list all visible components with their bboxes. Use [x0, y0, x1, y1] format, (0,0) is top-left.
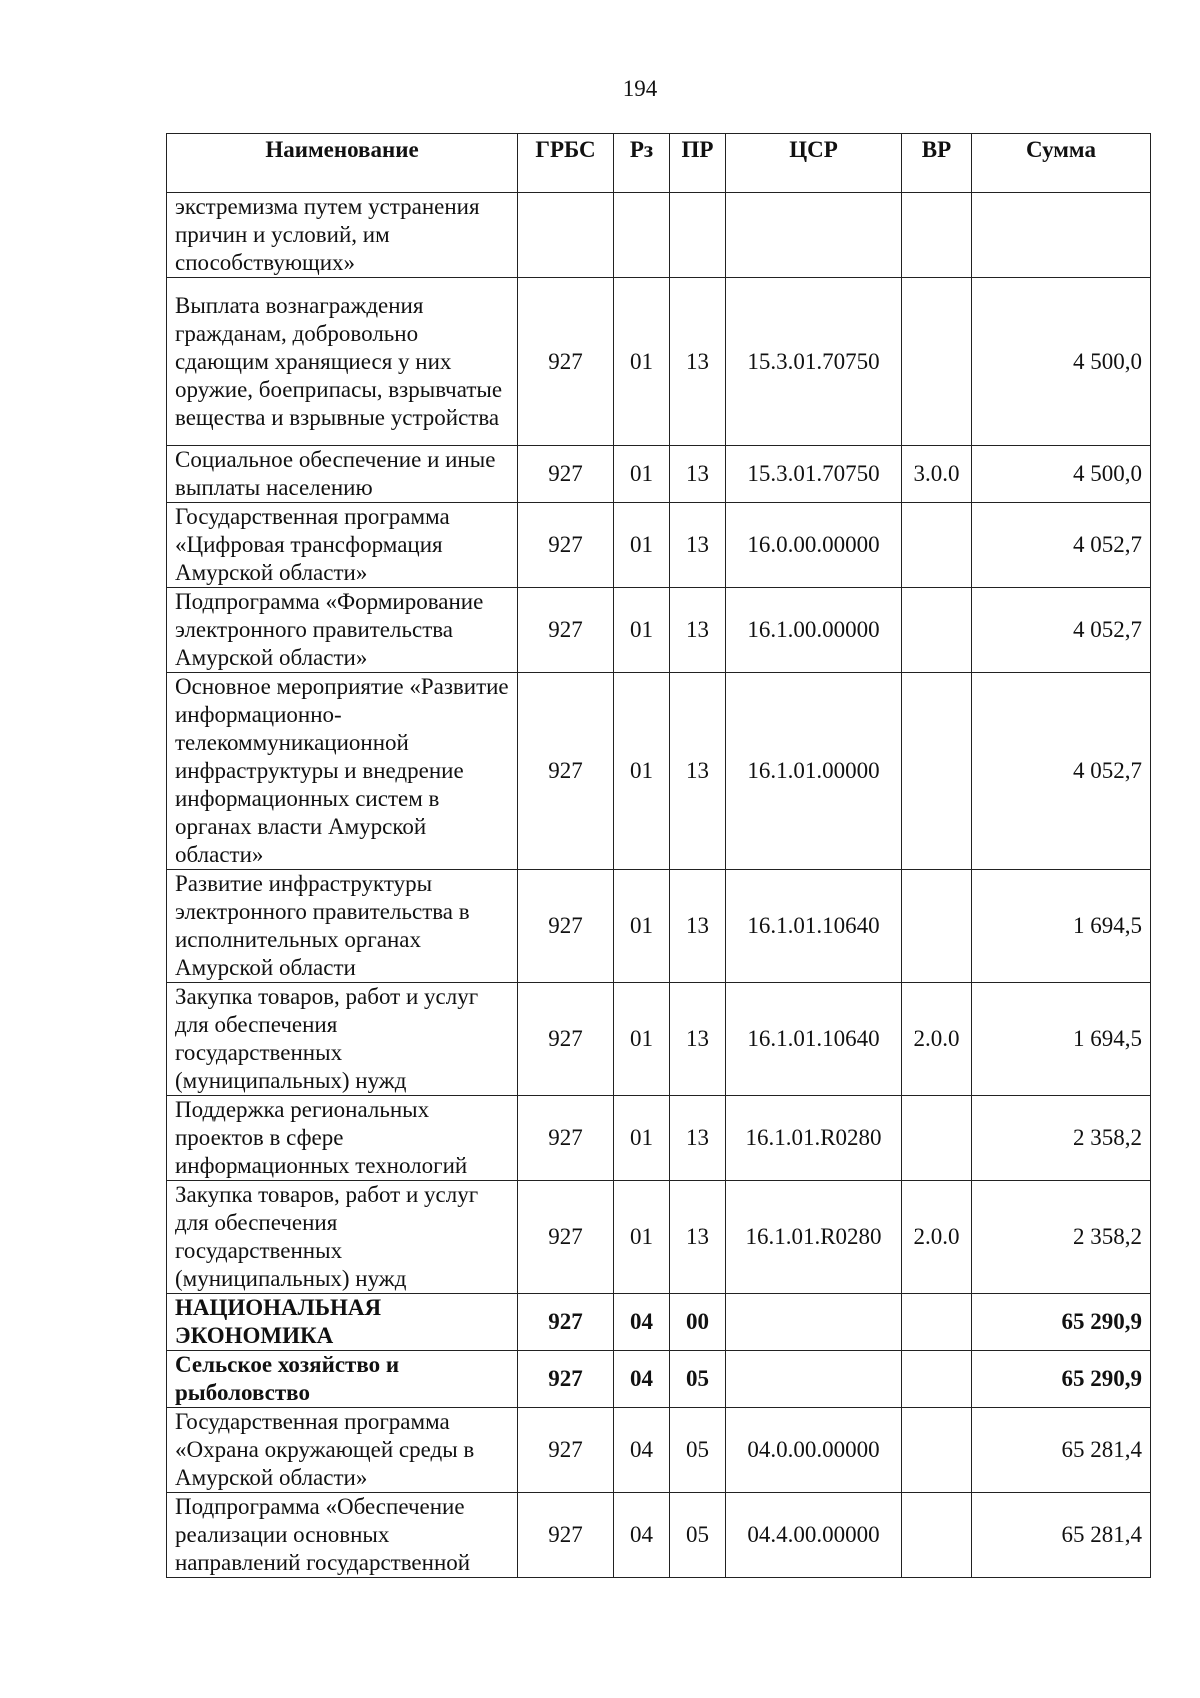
- row-rz: 01: [614, 1181, 670, 1294]
- row-csr: 16.1.01.10640: [726, 870, 902, 983]
- row-sum: 4 500,0: [972, 446, 1151, 503]
- row-csr: 16.1.00.00000: [726, 588, 902, 673]
- row-csr: [726, 193, 902, 278]
- row-pr: [670, 193, 726, 278]
- budget-table: [166, 133, 1151, 1578]
- row-vr: [902, 1096, 972, 1181]
- row-grbs: 927: [518, 503, 614, 588]
- table-row: [167, 503, 1151, 588]
- row-pr: 13: [670, 870, 726, 983]
- row-name: Развитие инфраструктуры электронного правительства в исполнительных органах Амурской области: [167, 870, 518, 983]
- row-vr: [902, 673, 972, 870]
- row-pr: 13: [670, 673, 726, 870]
- row-pr: 13: [670, 1181, 726, 1294]
- row-name: Государственная программа «Цифровая трансформация Амурской области»: [167, 503, 518, 588]
- table-row: [167, 870, 1151, 983]
- row-rz: 04: [614, 1493, 670, 1578]
- row-csr: [726, 1351, 902, 1408]
- row-pr: 05: [670, 1351, 726, 1408]
- row-pr: 00: [670, 1294, 726, 1351]
- row-rz: 01: [614, 673, 670, 870]
- row-sum: 65 290,9: [972, 1351, 1151, 1408]
- row-csr: 04.4.00.00000: [726, 1493, 902, 1578]
- row-rz: 01: [614, 446, 670, 503]
- row-vr: [902, 1493, 972, 1578]
- row-pr: 05: [670, 1493, 726, 1578]
- row-sum: 1 694,5: [972, 870, 1151, 983]
- row-vr: 2.0.0: [902, 983, 972, 1096]
- row-vr: [902, 588, 972, 673]
- row-pr: 13: [670, 446, 726, 503]
- row-vr: [902, 193, 972, 278]
- row-vr: [902, 1351, 972, 1408]
- row-rz: 01: [614, 503, 670, 588]
- row-sum: 65 290,9: [972, 1294, 1151, 1351]
- table-row: [167, 1096, 1151, 1181]
- row-name: Подпрограмма «Формирование электронного правительства Амурской области»: [167, 588, 518, 673]
- row-grbs: [518, 193, 614, 278]
- row-pr: 13: [670, 1096, 726, 1181]
- row-name: Закупка товаров, работ и услуг для обеспечения государственных (муниципальных) нужд: [167, 1181, 518, 1294]
- row-vr: 3.0.0: [902, 446, 972, 503]
- column-header-grbs: ГРБС: [518, 134, 614, 193]
- row-csr: 15.3.01.70750: [726, 446, 902, 503]
- row-rz: 01: [614, 870, 670, 983]
- row-csr: 15.3.01.70750: [726, 278, 902, 446]
- row-vr: [902, 870, 972, 983]
- table-row: [167, 673, 1151, 870]
- row-name: Социальное обеспечение и иные выплаты населению: [167, 446, 518, 503]
- row-grbs: 927: [518, 1294, 614, 1351]
- row-rz: [614, 193, 670, 278]
- row-pr: 13: [670, 278, 726, 446]
- row-grbs: 927: [518, 1096, 614, 1181]
- row-vr: [902, 278, 972, 446]
- table-row: [167, 588, 1151, 673]
- row-name: Сельское хозяйство и рыболовство: [167, 1351, 518, 1408]
- row-vr: [902, 1408, 972, 1493]
- row-rz: 01: [614, 1096, 670, 1181]
- row-sum: 65 281,4: [972, 1493, 1151, 1578]
- row-name: Выплата вознаграждения гражданам, добровольно сдающим хранящиеся у них оружие, боеприпасы, взрывчатые вещества и взрывные устройства: [167, 278, 518, 446]
- row-csr: 04.0.00.00000: [726, 1408, 902, 1493]
- row-sum: 2 358,2: [972, 1096, 1151, 1181]
- table-row: [167, 278, 1151, 446]
- row-grbs: 927: [518, 588, 614, 673]
- column-header-rz: Рз: [614, 134, 670, 193]
- row-sum: 4 052,7: [972, 588, 1151, 673]
- row-sum: 4 052,7: [972, 673, 1151, 870]
- row-rz: 04: [614, 1408, 670, 1493]
- table-row: [167, 1181, 1151, 1294]
- row-csr: 16.0.00.00000: [726, 503, 902, 588]
- table-row: [167, 1408, 1151, 1493]
- column-header-name: Наименование: [167, 134, 518, 193]
- row-rz: 01: [614, 278, 670, 446]
- column-header-csr: ЦСР: [726, 134, 902, 193]
- table-row: [167, 983, 1151, 1096]
- row-rz: 04: [614, 1294, 670, 1351]
- row-rz: 01: [614, 983, 670, 1096]
- row-csr: 16.1.01.00000: [726, 673, 902, 870]
- row-name: Подпрограмма «Обеспечение реализации основных направлений государственной: [167, 1493, 518, 1578]
- table-row: [167, 1493, 1151, 1578]
- row-grbs: 927: [518, 446, 614, 503]
- table-row: [167, 1351, 1151, 1408]
- table-header-row: [167, 134, 1151, 193]
- row-csr: 16.1.01.R0280: [726, 1181, 902, 1294]
- table-row: [167, 446, 1151, 503]
- table-row: [167, 193, 1151, 278]
- row-sum: 65 281,4: [972, 1408, 1151, 1493]
- row-name: НАЦИОНАЛЬНАЯ ЭКОНОМИКА: [167, 1294, 518, 1351]
- row-grbs: 927: [518, 278, 614, 446]
- row-pr: 05: [670, 1408, 726, 1493]
- row-rz: 04: [614, 1351, 670, 1408]
- row-grbs: 927: [518, 673, 614, 870]
- row-csr: 16.1.01.10640: [726, 983, 902, 1096]
- row-grbs: 927: [518, 1181, 614, 1294]
- row-pr: 13: [670, 503, 726, 588]
- row-sum: 2 358,2: [972, 1181, 1151, 1294]
- row-sum: 4 052,7: [972, 503, 1151, 588]
- row-sum: [972, 193, 1151, 278]
- row-sum: 4 500,0: [972, 278, 1151, 446]
- column-header-pr: ПР: [670, 134, 726, 193]
- column-header-vr: ВР: [902, 134, 972, 193]
- row-grbs: 927: [518, 1493, 614, 1578]
- row-grbs: 927: [518, 1351, 614, 1408]
- row-vr: 2.0.0: [902, 1181, 972, 1294]
- row-rz: 01: [614, 588, 670, 673]
- row-name: Государственная программа «Охрана окружающей среды в Амурской области»: [167, 1408, 518, 1493]
- row-grbs: 927: [518, 1408, 614, 1493]
- row-csr: [726, 1294, 902, 1351]
- page-number: 194: [622, 76, 658, 101]
- row-name: Поддержка региональных проектов в сфере информационных технологий: [167, 1096, 518, 1181]
- row-name: экстремизма путем устранения причин и условий, им способствующих»: [167, 193, 518, 278]
- row-vr: [902, 1294, 972, 1351]
- table-row: [167, 1294, 1151, 1351]
- row-name: Основное мероприятие «Развитие информационно-телекоммуникационной инфраструктуры и внедрение информационных систем в органах власти Амурской области»: [167, 673, 518, 870]
- row-grbs: 927: [518, 870, 614, 983]
- column-header-sum: Сумма: [972, 134, 1151, 193]
- row-csr: 16.1.01.R0280: [726, 1096, 902, 1181]
- row-sum: 1 694,5: [972, 983, 1151, 1096]
- row-pr: 13: [670, 588, 726, 673]
- row-vr: [902, 503, 972, 588]
- row-name: Закупка товаров, работ и услуг для обеспечения государственных (муниципальных) нужд: [167, 983, 518, 1096]
- row-pr: 13: [670, 983, 726, 1096]
- row-grbs: 927: [518, 983, 614, 1096]
